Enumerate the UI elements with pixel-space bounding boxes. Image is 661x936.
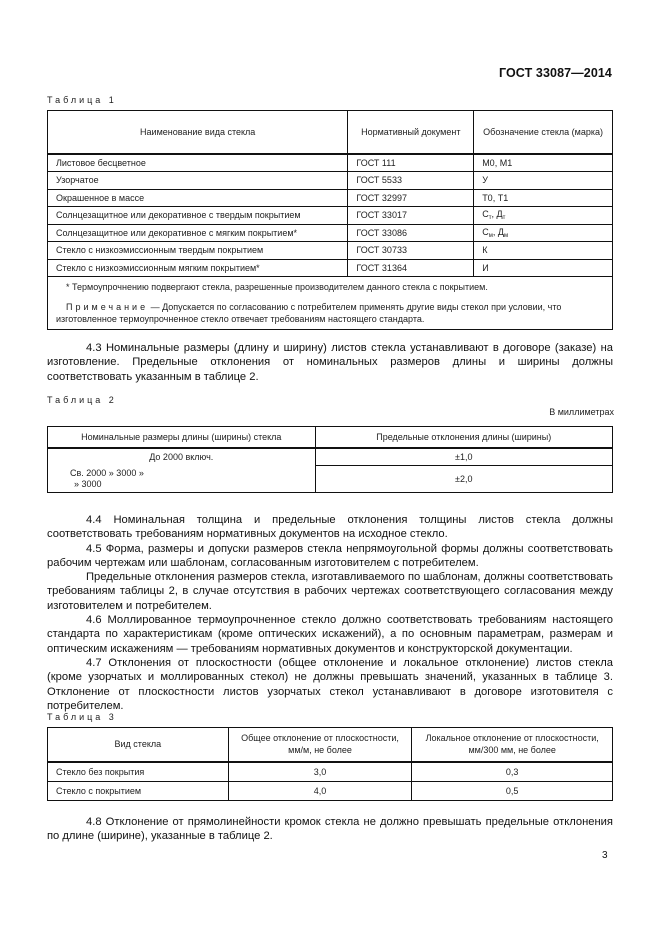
table1-header-name: Наименование вида стекла: [48, 111, 348, 154]
table2-caption: Таблица 2: [47, 395, 117, 405]
glass-name: Узорчатое: [48, 172, 348, 190]
table2-header-size: Номинальные размеры длины (ширины) стекла: [48, 427, 316, 448]
glass-name: Солнцезащитное или декоративное с мягким покрытием*: [48, 224, 348, 242]
glass-mark: К: [474, 242, 613, 260]
table2: [47, 426, 613, 493]
paragraph-4-7: 4.7 Отклонения от плоскостности (общее отклонение и локальное отклонение) листов стекла (кроме узорчатых и моллированных стекол) не должны превышать значений, указанных в таблице 3. Отклонение от плоскостности листов узорчатых стекол устанавливают в договоре изготовителя с потребителем.: [47, 656, 613, 712]
normative-doc: ГОСТ 33086: [348, 224, 474, 242]
glass-mark: Т0, Т1: [474, 189, 613, 207]
table-row: [48, 781, 613, 800]
glass-mark: М0, М1: [474, 154, 613, 172]
table1-note: Примечание — Допускается по согласованию с потребителем применять другие виды стекол при условии, что изготовленное термоупрочненное стекло отвечает требованиям настоящего стандарта.: [56, 302, 562, 324]
general-deviation: 4,0: [228, 781, 412, 800]
normative-doc: ГОСТ 33017: [348, 207, 474, 225]
normative-doc: ГОСТ 30733: [348, 242, 474, 260]
table-row: [48, 762, 613, 782]
table-row: [48, 154, 613, 172]
glass-mark: $С_м$, $Д_м$: [474, 224, 613, 242]
table3-caption: Таблица 3: [47, 712, 117, 722]
table-row: [48, 207, 613, 225]
normative-doc: ГОСТ 111: [348, 154, 474, 172]
table-row: [48, 172, 613, 190]
table-row: [48, 224, 613, 242]
paragraph-4-5: 4.5 Форма, размеры и допуски размеров стекла непрямоугольной формы должны соответствовать рабочим чертежам или шаблонам, согласованным изготовителем с потребителем.: [47, 542, 613, 569]
table3-header-general: Общее отклонение от плоскостности, мм/м, не более: [228, 728, 412, 762]
table1-header-doc: Нормативный документ: [348, 111, 474, 154]
normative-doc: ГОСТ 31364: [348, 259, 474, 277]
table1: [47, 110, 613, 330]
paragraph-4-8: 4.8 Отклонение от прямолинейности кромок стекла не должно превышать предельные отклонения по длине (ширине), указанные в таблице 2.: [47, 816, 613, 843]
glass-name: Стекло с низкоэмиссионным твердым покрытием: [48, 242, 348, 260]
local-deviation: 0,5: [412, 781, 613, 800]
nominal-size: Св. 2000 » 3000 » » 3000: [48, 466, 316, 493]
table1-notes: [48, 277, 613, 330]
table-row: [48, 448, 613, 466]
glass-name: Солнцезащитное или декоративное с твердым покрытием: [48, 207, 348, 225]
table-row: [48, 189, 613, 207]
paragraphs-4-4-to-4-7: [47, 513, 613, 713]
table1-header-mark: Обозначение стекла (марка): [474, 111, 613, 154]
general-deviation: 3,0: [228, 762, 412, 782]
tolerance: ±2,0: [315, 466, 612, 493]
table-row: [48, 466, 613, 493]
tolerance: ±1,0: [315, 448, 612, 466]
page-number: 3: [602, 850, 608, 861]
table3-header-type: Вид стекла: [48, 728, 229, 762]
glass-name: Листовое бесцветное: [48, 154, 348, 172]
normative-doc: ГОСТ 32997: [348, 189, 474, 207]
glass-type: Стекло с покрытием: [48, 781, 229, 800]
glass-name: Стекло с низкоэмиссионным мягким покрытием*: [48, 259, 348, 277]
paragraph-4-5b: Предельные отклонения размеров стекла, изготавливаемого по шаблонам, должны соответствовать требованиям таблицы 2, в случае отсутствия в рабочих чертежах соответствующего согласования между изготовителем и потребителем.: [47, 571, 613, 612]
paragraph-4-4: 4.4 Номинальная толщина и предельные отклонения толщины листов стекла должны соответствовать требованиям нормативных документов на исходное стекло.: [47, 514, 613, 541]
paragraph-4-6: 4.6 Моллированное термоупрочненное стекло должно соответствовать требованиям настоящего стандарта по характеристикам (кроме оптических искажений), а по основным параметрам, размерам и оптическим искажениям — требованиям нормативных документов и конструкторской документации.: [47, 614, 613, 655]
glass-mark: $С_т$, $Д_т$: [474, 207, 613, 225]
document-standard-header: ГОСТ 33087—2014: [498, 66, 612, 80]
glass-name: Окрашенное в массе: [48, 189, 348, 207]
table3-header-local: Локальное отклонение от плоскостности, мм/300 мм, не более: [412, 728, 613, 762]
nominal-size: До 2000 включ.: [48, 448, 316, 466]
paragraph-4-3: 4.3 Номинальные размеры (длину и ширину) листов стекла устанавливают в договоре (заказе) на изготовление. Предельные отклонения от номинальных размеров длины и ширины должны соответствовать указанным в таблице 2.: [47, 342, 613, 383]
table-row: [48, 259, 613, 277]
local-deviation: 0,3: [412, 762, 613, 782]
table2-units: В миллиметрах: [549, 407, 614, 417]
table2-header-tolerance: Предельные отклонения длины (ширины): [315, 427, 612, 448]
table1-caption: Таблица 1: [47, 95, 117, 105]
table-row: [48, 242, 613, 260]
glass-mark: У: [474, 172, 613, 190]
normative-doc: ГОСТ 5533: [348, 172, 474, 190]
glass-type: Стекло без покрытия: [48, 762, 229, 782]
table3: [47, 727, 613, 801]
glass-mark: И: [474, 259, 613, 277]
table1-footnote: * Термоупрочнению подвергают стекла, разрешенные производителем данного стекла с покрытием.: [66, 282, 488, 292]
